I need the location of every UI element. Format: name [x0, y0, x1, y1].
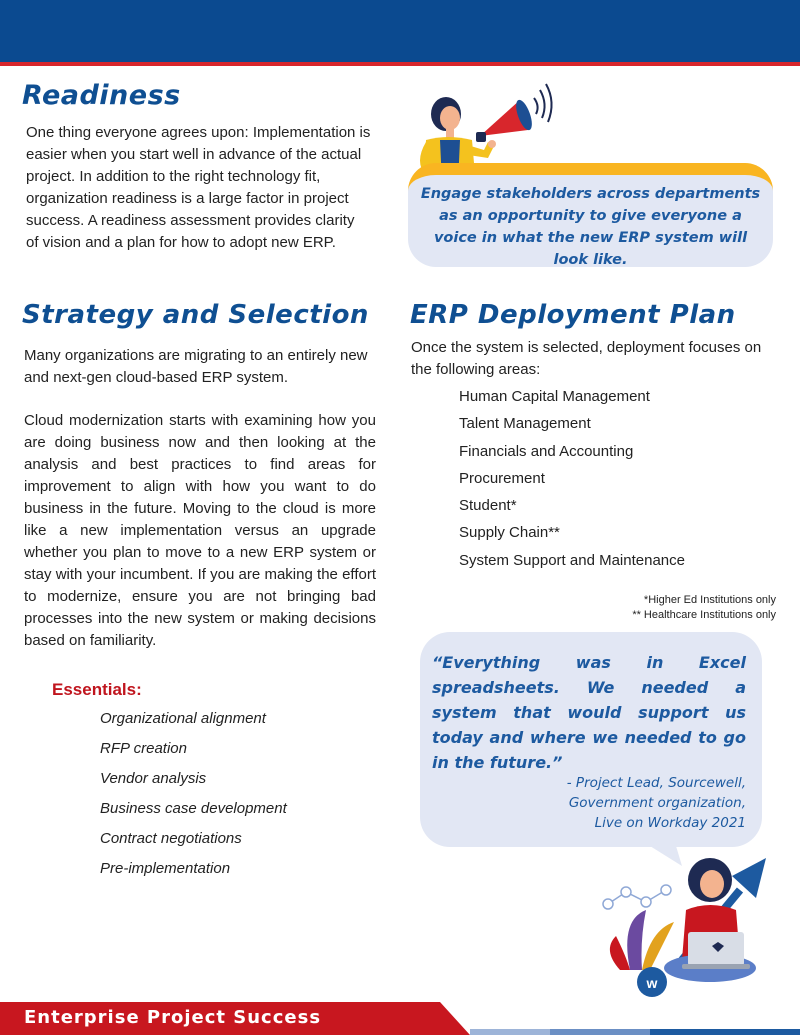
essentials-item: Vendor analysis [100, 770, 207, 787]
megaphone-icon [476, 98, 535, 142]
deployment-item: Supply Chain** [459, 524, 560, 542]
strategy-paragraph-1: Many organizations are migrating to an entirely new and next-gen cloud-based ERP system. [24, 347, 368, 386]
footer-strip [470, 1029, 550, 1035]
deployment-list [459, 386, 685, 577]
quote-bubble [420, 632, 762, 847]
deployment-item: Human Capital Management [459, 388, 650, 405]
readiness-body: One thing everyone agrees upon: Implementation is easier when you start well in advance of the actual project. In addition to the right technology fit, organization readiness is a large factor in project success. A readiness assessment provides clarity of vision and a plan for how to adopt new ERP. [26, 124, 371, 251]
footer-strip [650, 1029, 800, 1035]
footer-title: Enterprise Project Success [24, 1007, 322, 1028]
quote-attribution-line: - Project Lead, Sourcewell, [566, 775, 746, 791]
quote-attribution-line: Live on Workday 2021 [594, 815, 746, 831]
deployment-title: ERP Deployment Plan [410, 300, 736, 330]
deployment-item: Procurement [459, 469, 545, 487]
essentials-item: Contract negotiations [100, 830, 242, 847]
essentials-item: Pre-implementation [100, 860, 231, 877]
quote-attribution-line: Government organization, [568, 795, 746, 811]
deployment-item: System Support and Maintenance [459, 551, 685, 569]
quote-text: “Everything was in Excel spreadsheets. We needed a system that would support us today and where we needed to go in the future.” [432, 653, 746, 772]
deployment-item: Student* [459, 497, 517, 515]
strategy-paragraph-2: Cloud modernization starts with examining how you are doing business now and then looking at the analysis and best practices to find areas for improvement to align with how you want to do business in the future. Moving to the cloud is more like a new implementation versus an upgrade whether you plan to move to a new ERP system or stay with your incumbent. If you are making the effort to modernize, ensure you are not bringing bad processes into the new system or making decisions based on familiarity. [24, 412, 376, 649]
essentials-title: Essentials: [52, 680, 142, 699]
footer-strip [550, 1029, 650, 1035]
essentials-item: Business case development [100, 800, 287, 817]
workday-w-icon: w [646, 975, 658, 991]
strategy-title: Strategy and Selection [22, 300, 369, 330]
footnote-higher-ed: *Higher Ed Institutions only [643, 594, 776, 606]
stakeholder-callout [408, 163, 773, 267]
person-laptop-illustration [590, 840, 790, 1000]
readiness-title: Readiness [22, 80, 181, 111]
essentials-list [100, 708, 287, 888]
header-bar [0, 0, 800, 62]
essentials-item: Organizational alignment [100, 710, 266, 727]
stakeholder-callout-text: Engage stakeholders across departments as an opportunity to give everyone a voice in what the new ERP system will look like. [420, 186, 761, 268]
deployment-item: Talent Management [459, 415, 591, 433]
deployment-intro: Once the system is selected, deployment focuses on the following areas: [411, 339, 762, 378]
header-accent-line [0, 62, 800, 66]
essentials-item: RFP creation [100, 740, 187, 757]
deployment-item: Financials and Accounting [459, 442, 634, 460]
quote-attribution [446, 773, 746, 833]
footnote-healthcare: ** Healthcare Institutions only [632, 609, 776, 621]
